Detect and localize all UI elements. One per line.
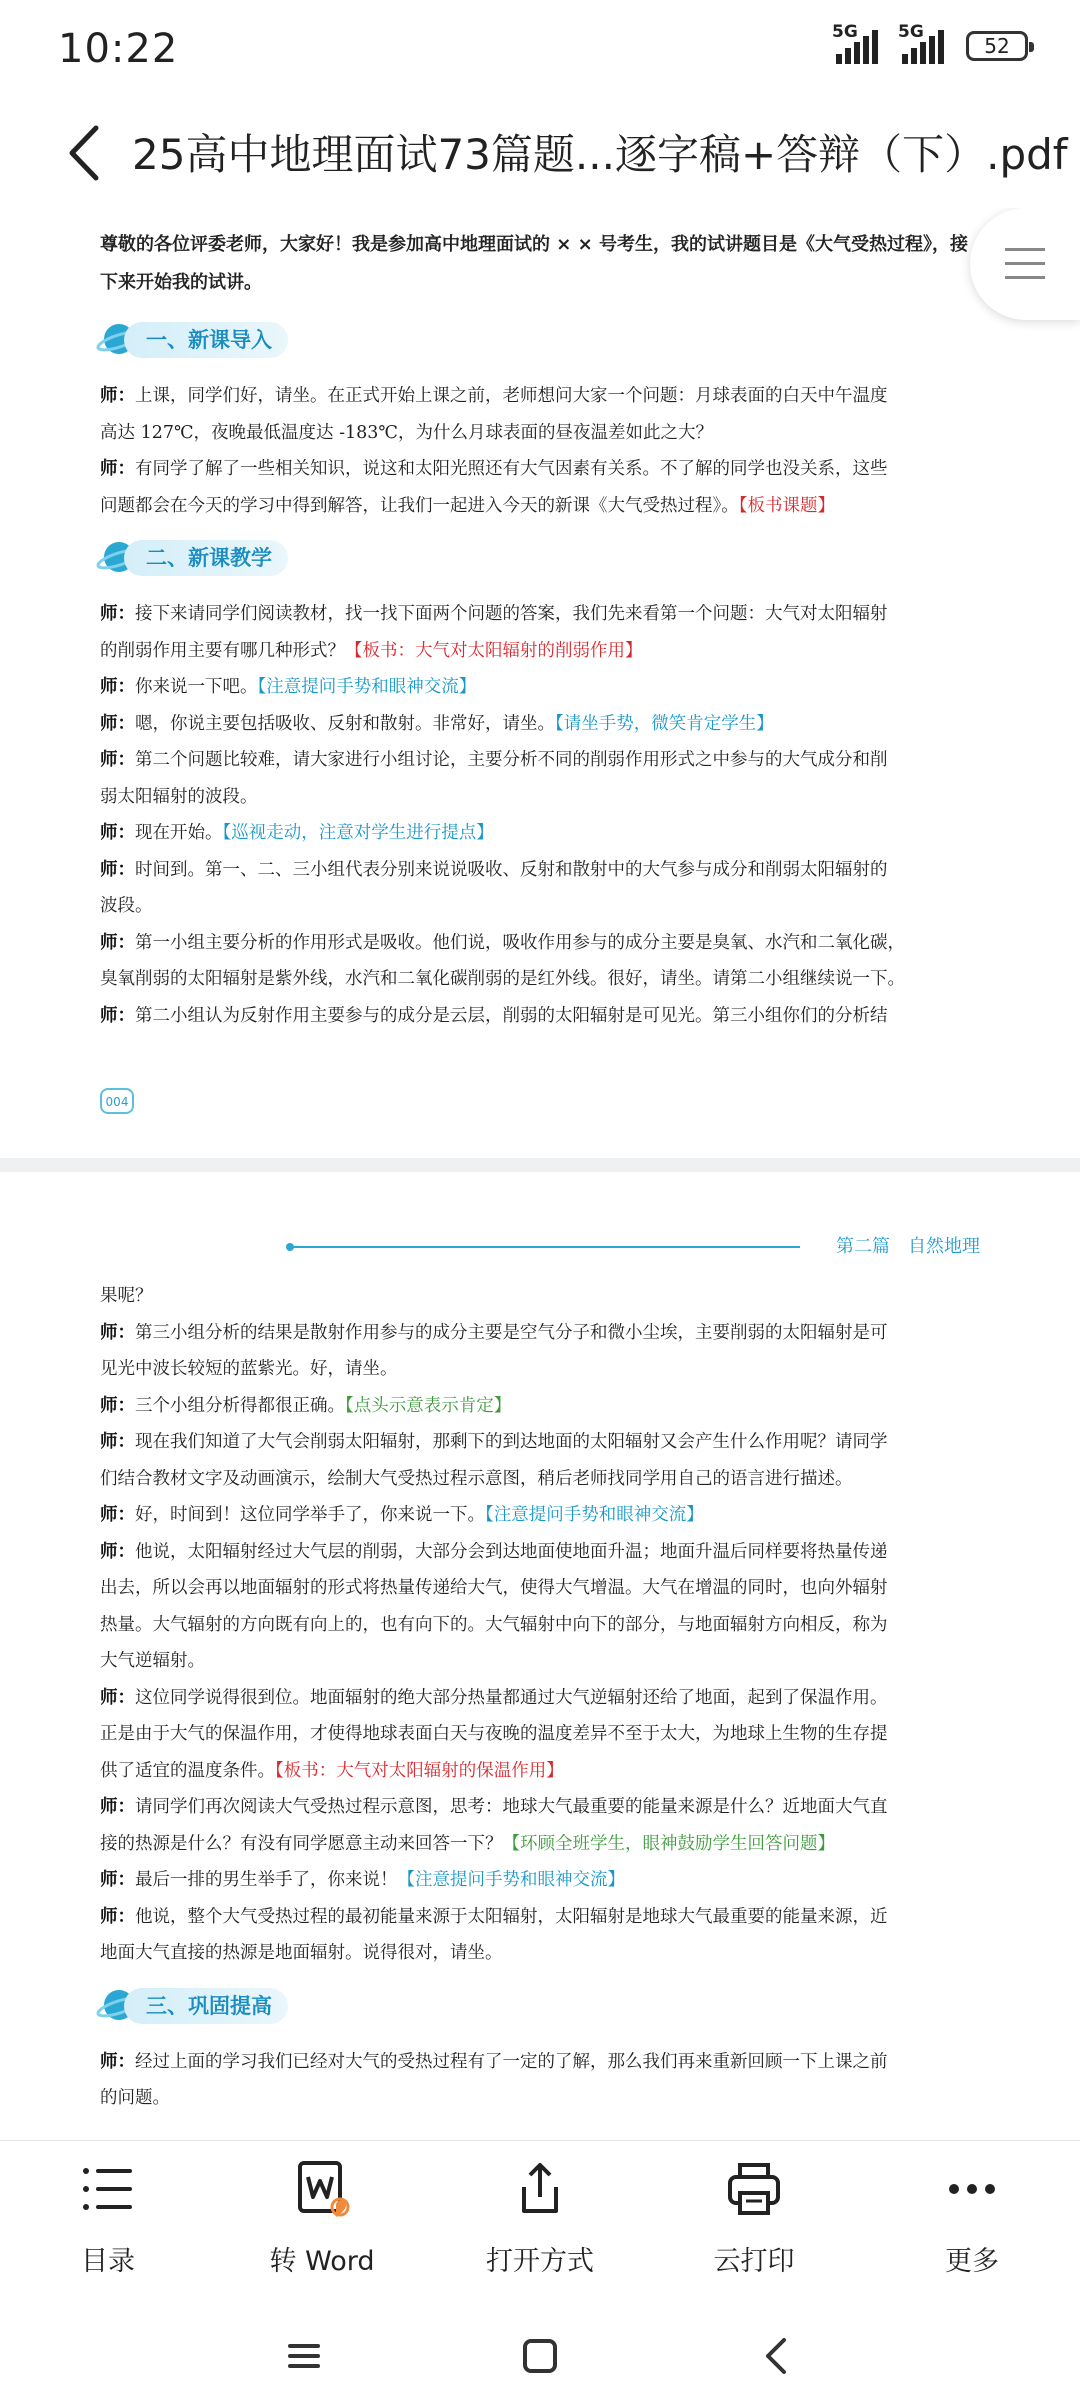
speaker-label: 师： <box>100 1541 135 1562</box>
annotation-note: 【点头示意表示肯定】 <box>345 1395 512 1416</box>
text-line <box>100 1570 980 1607</box>
text-span: 弱太阳辐射的波段。 <box>100 786 258 807</box>
signal-icon: 5G <box>900 28 944 64</box>
paragraph-block <box>100 596 980 1034</box>
text-line <box>100 1935 980 1972</box>
pdf-viewer[interactable] <box>0 208 1080 2140</box>
section-heading: 三、巩固提高 <box>96 1978 980 2034</box>
back-button[interactable] <box>52 118 122 188</box>
speaker-label: 师： <box>100 1870 135 1890</box>
text-span: 第一小组主要分析的作用形式是吸收。他们说，吸收作用参与的成分主要是臭氧、水汽和二氧化碳， <box>135 932 905 953</box>
text-span: 你来说一下吧。 <box>135 677 258 697</box>
printer-icon <box>722 2157 786 2221</box>
outline-menu-button[interactable] <box>970 208 1080 320</box>
text-span: 上课，同学们好，请坐。在正式开始上课之前，老师想问大家一个问题：月球表面的白天中午温度 <box>135 386 888 406</box>
text-span: 果呢？ <box>100 1286 153 1306</box>
text-span: 好，时间到！这位同学举手了，你来说一下。 <box>135 1505 485 1525</box>
toolbar-more-button[interactable]: 更多 <box>872 2157 1072 2278</box>
text-line <box>100 451 980 488</box>
text-line <box>100 378 980 415</box>
speaker-label: 师： <box>100 713 135 734</box>
text-line <box>100 1278 980 1315</box>
text-span: 臭氧削弱的太阳辐射是紫外线，水汽和二氧化碳削弱的是红外线。很好，请坐。请第二小组继续说一下。 <box>100 969 905 989</box>
text-span: 问题都会在今天的学习中得到解答，让我们一起进入今天的新课《大气受热过程》。 <box>100 495 739 516</box>
recent-apps-button[interactable] <box>274 2326 334 2386</box>
text-span: 最后一排的男生举手了，你来说！ <box>135 1870 398 1890</box>
speaker-label: 师： <box>100 1005 135 1026</box>
system-back-button[interactable] <box>746 2326 806 2386</box>
text-line <box>100 1461 980 1498</box>
text-span: 接的热源是什么？有没有同学愿意主动来回答一下？ <box>100 1833 503 1854</box>
text-line <box>100 888 980 925</box>
paragraph-block <box>100 378 980 524</box>
annotation-note: 【环顾全班学生，眼神鼓励学生回答问题】 <box>502 1833 835 1854</box>
speaker-label: 师： <box>100 1395 135 1416</box>
annotation-note: 【板书：大气对太阳辐射的保温作用】 <box>275 1760 564 1781</box>
speaker-label: 师： <box>100 459 135 479</box>
annotation-note: 【注意提问手势和眼神交流】 <box>397 1870 625 1890</box>
battery-icon: 52 <box>966 31 1028 61</box>
text-line <box>100 415 980 452</box>
text-line <box>100 1899 980 1936</box>
speaker-label: 师： <box>100 932 135 953</box>
text-span: 请同学们再次阅读大气受热过程示意图，思考：地球大气最重要的能量来源是什么？近地面大气直 <box>135 1797 888 1817</box>
text-span: 第二个问题比较难，请大家进行小组讨论，主要分析不同的削弱作用形式之中参与的大气成分和削 <box>135 750 888 770</box>
text-line <box>100 1607 980 1644</box>
text-span: 的削弱作用主要有哪几种形式？ <box>100 640 345 661</box>
speaker-label: 师： <box>100 1432 135 1452</box>
paragraph-block <box>100 2044 980 2117</box>
text-line <box>100 998 980 1035</box>
text-line <box>100 1753 980 1790</box>
word-convert-icon <box>290 2157 354 2221</box>
text-line <box>100 925 980 962</box>
text-span: 第三小组分析的结果是散射作用参与的成分主要是空气分子和微小尘埃，主要削弱的太阳辐射是可 <box>135 1322 888 1343</box>
speaker-label: 师： <box>100 823 135 843</box>
text-line <box>100 2080 980 2117</box>
text-line <box>100 1424 980 1461</box>
share-icon <box>508 2157 572 2221</box>
text-line <box>100 852 980 889</box>
text-line <box>100 961 980 998</box>
text-span: 经过上面的学习我们已经对大气的受热过程有了一定的了解，那么我们再来重新回顾一下上课之前 <box>135 2051 888 2072</box>
text-span: 这位同学说得很到位。地面辐射的绝大部分热量都通过大气逆辐射还给了地面，起到了保温作用。 <box>135 1687 888 1708</box>
title-bar <box>0 96 1080 208</box>
text-span: 大气逆辐射。 <box>100 1651 205 1671</box>
page-number: 004 <box>100 1088 134 1114</box>
speaker-label: 师： <box>100 750 135 770</box>
bottom-toolbar <box>0 2140 1080 2311</box>
text-line <box>100 1716 980 1753</box>
text-line <box>100 779 980 816</box>
status-indicators <box>832 22 1028 64</box>
text-span: 三个小组分析得都很正确。 <box>135 1395 345 1416</box>
text-span: 出去，所以会再以地面辐射的形式将热量传递给大气，使得大气增温。大气在增温的同时，也向外辐射 <box>100 1578 888 1598</box>
text-span: 高达 127℃，夜晚最低温度达 -183℃，为什么月球表面的昼夜温差如此之大？ <box>100 422 713 443</box>
text-span: 波段。 <box>100 896 153 916</box>
annotation-note: 【巡视走动，注意对学生进行提点】 <box>222 823 494 843</box>
speaker-label: 师： <box>100 1687 135 1708</box>
text-span: 地面大气直接的热源是地面辐射。说得很对，请坐。 <box>100 1943 503 1963</box>
speaker-label: 师： <box>100 2051 135 2072</box>
speaker-label: 师： <box>100 1797 135 1817</box>
text-span: 第二小组认为反射作用主要参与的成分是云层，削弱的太阳辐射是可见光。第三小组你们的分析结 <box>135 1005 888 1026</box>
page-header: 第二篇 自然地理 <box>290 1232 980 1262</box>
text-line <box>100 1388 980 1425</box>
section-heading: 二、新课教学 <box>96 530 980 586</box>
home-button[interactable] <box>510 2326 570 2386</box>
chevron-left-icon <box>746 2326 806 2386</box>
annotation-note: 【板书：大气对太阳辐射的削弱作用】 <box>345 640 643 661</box>
speaker-label: 师： <box>100 859 135 880</box>
speaker-label: 师： <box>100 604 135 624</box>
toolbar-convert-word-button[interactable]: 转 Word <box>222 2157 422 2278</box>
text-span: 的问题。 <box>100 2088 170 2108</box>
intro-paragraph: 尊敬的各位评委老师，大家好！我是参加高中地理面试的 × × 号考生，我的试讲题目是《大气受热过程》，接下来开始我的试讲。 <box>100 234 968 293</box>
toolbar-open-with-button[interactable]: 打开方式 <box>440 2157 640 2278</box>
text-line <box>100 742 980 779</box>
signal-icon: 5G <box>834 28 878 64</box>
section-heading: 一、新课导入 <box>96 312 980 368</box>
text-line <box>100 596 980 633</box>
speaker-label: 师： <box>100 386 135 406</box>
text-line <box>100 669 980 706</box>
system-navigation-bar <box>0 2310 1080 2401</box>
text-span: 现在开始。 <box>135 823 223 843</box>
text-line <box>100 633 980 670</box>
text-line <box>100 1789 980 1826</box>
pdf-page <box>0 1172 1080 2140</box>
paragraph-block <box>100 1278 980 1972</box>
pdf-page <box>0 208 1080 1158</box>
text-span: 正是由于大气的保温作用，才使得地球表面白天与夜晚的温度差异不至于太大，为地球上生物的生存提 <box>100 1724 888 1744</box>
text-line <box>100 1680 980 1717</box>
speaker-label: 师： <box>100 677 135 697</box>
annotation-note: 【注意提问手势和眼神交流】 <box>485 1505 704 1525</box>
text-span: 他说，太阳辐射经过大气层的削弱，大部分会到达地面使地面升温；地面升温后同样要将热量传递 <box>135 1541 888 1562</box>
text-line <box>100 706 980 743</box>
speaker-label: 师： <box>100 1505 135 1525</box>
list-icon <box>76 2157 140 2221</box>
annotation-note: 【注意提问手势和眼神交流】 <box>257 677 477 697</box>
text-line <box>100 1534 980 1571</box>
text-line <box>100 488 980 525</box>
text-span: 有同学了解了一些相关知识，说这和太阳光照还有大气因素有关系。不了解的同学也没关系，这些 <box>135 459 888 479</box>
text-line <box>100 1862 980 1899</box>
text-span: 供了适宜的温度条件。 <box>100 1760 275 1781</box>
document-title: 25高中地理面试73篇题...逐字稿+答辩（下）.pdf <box>132 130 1068 179</box>
text-span: 接下来请同学们阅读教材，找一找下面两个问题的答案，我们先来看第一个问题：大气对太阳辐射 <box>135 604 888 624</box>
menu-icon <box>274 2326 334 2386</box>
text-span: 时间到。第一、二、三小组代表分别来说说吸收、反射和散射中的大气参与成分和削弱太阳辐射的 <box>135 859 888 880</box>
text-line <box>100 815 980 852</box>
text-line <box>100 1497 980 1534</box>
text-span: 嗯，你说主要包括吸收、反射和散射。非常好，请坐。 <box>135 713 555 734</box>
text-span: 他说，整个大气受热过程的最初能量来源于太阳辐射，太阳辐射是地球大气最重要的能量来源，近 <box>135 1906 888 1927</box>
text-span: 现在我们知道了大气会削弱太阳辐射，那剩下的到达地面的太阳辐射又会产生什么作用呢？请同学 <box>135 1432 888 1452</box>
text-line <box>100 1826 980 1863</box>
text-span: 见光中波长较短的蓝紫光。好，请坐。 <box>100 1359 398 1379</box>
text-line <box>100 2044 980 2081</box>
text-span: 热量。大气辐射的方向既有向上的，也有向下的。大气辐射中向下的部分，与地面辐射方向相反，称为 <box>100 1614 888 1635</box>
status-time: 10:22 <box>58 26 179 72</box>
toolbar-contents-button[interactable]: 目录 <box>8 2157 208 2278</box>
chevron-left-icon <box>52 118 122 188</box>
annotation-note: 【板书课题】 <box>738 495 835 516</box>
menu-icon <box>1003 244 1047 284</box>
status-bar <box>0 0 1080 96</box>
speaker-label: 师： <box>100 1906 135 1927</box>
text-span: 们结合教材文字及动画演示，绘制大气受热过程示意图，稍后老师找同学用自己的语言进行描述。 <box>100 1468 853 1489</box>
speaker-label: 师： <box>100 1322 135 1343</box>
text-line <box>100 1643 980 1680</box>
text-line <box>100 1315 980 1352</box>
square-icon <box>510 2326 570 2386</box>
more-icon <box>940 2157 1004 2221</box>
annotation-note: 【请坐手势，微笑肯定学生】 <box>555 713 774 734</box>
toolbar-cloud-print-button[interactable]: 云打印 <box>654 2157 854 2278</box>
text-line <box>100 1351 980 1388</box>
